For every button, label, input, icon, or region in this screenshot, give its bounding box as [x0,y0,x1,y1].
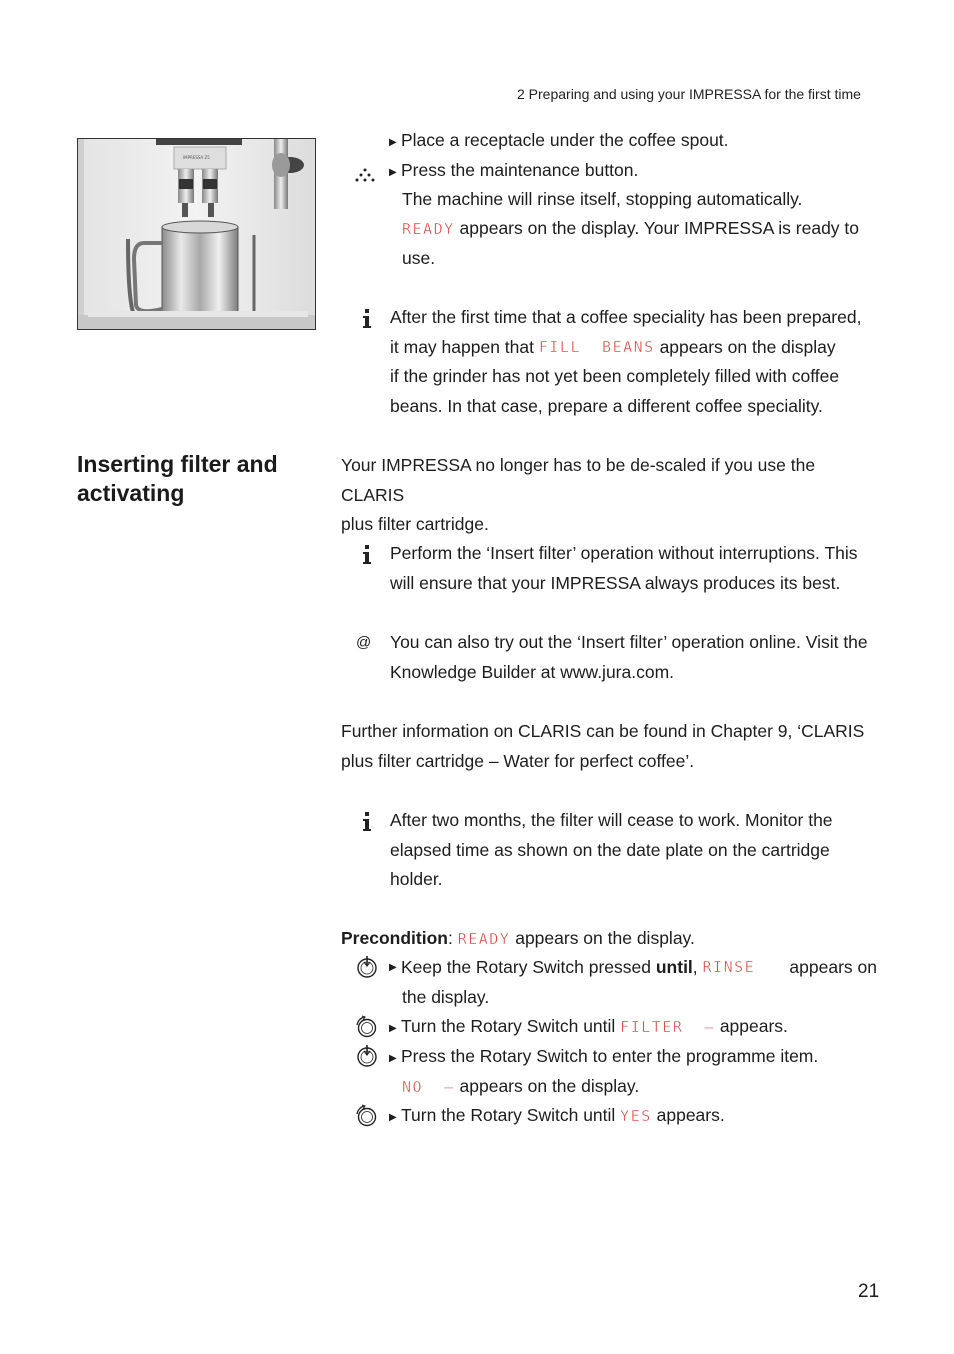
line: elapsed time as shown on the date plate on the cartridge [390,839,830,860]
block1-cont3: use. [402,248,436,268]
text: appears on the display. [510,928,695,948]
text: , [692,957,703,977]
page-number: 21 [858,1281,880,1302]
line: Further information on CLARIS can be found in Chapter 9, ‘CLARIS [341,721,865,741]
section-heading [77,450,278,508]
text: appears on the display [654,336,836,357]
lcd-fill-beans: FILL BEANS [538,337,655,356]
line: You can also try out the ‘Insert filter’ operation online. Visit the [390,632,868,652]
step-turn-filter [389,1012,788,1044]
heading-line: Inserting filter and [77,451,278,477]
text: Keep the Rotary Switch pressed [401,957,656,977]
line: plus filter cartridge. [341,514,489,535]
text: : [447,928,458,948]
maintenance-icon [354,163,376,193]
lcd-ready: READY [402,220,455,238]
block1-cont2 [402,214,859,245]
text: it may happen that [390,336,539,357]
step-press-maintenance [389,156,638,188]
info3-paragraph [390,806,877,895]
section-intro [341,451,877,540]
step-arrow-icon: ▶ [389,167,397,178]
line: Knowledge Builder at www.jura.com. [390,661,675,682]
info-icon [361,545,373,575]
info1-paragraph [390,303,877,422]
step-arrow-icon: ▶ [389,1112,397,1123]
precondition-label: Precondition [341,928,448,948]
heading-line: activating [77,480,185,506]
text: appears on [784,957,877,977]
line: Your IMPRESSA no longer has to be de-scaled if you use the CLARIS [341,455,816,505]
line: Perform the ‘Insert filter’ operation without interruptions. This [390,543,858,563]
line [390,333,877,363]
step3-cont [402,1072,639,1103]
running-header: 2 Preparing and using your IMPRESSA for the first time [517,86,861,102]
line: the display. [402,986,490,1007]
line: beans. In that case, prepare a different coffee speciality. [390,396,823,417]
lcd-rinse: RINSE [702,958,756,976]
step-turn-yes [389,1101,725,1133]
line: plus filter cartridge – Water for perfect coffee’. [341,750,695,771]
machine-illustration [77,138,316,330]
rotary-press-icon [355,955,379,989]
online-paragraph [390,628,877,687]
text: Turn the Rotary Switch until [401,1105,621,1125]
step-arrow-icon: ▶ [389,137,397,148]
line: if the grinder has not yet been completely filled with coffee [390,366,840,387]
step-press-enter [389,1042,818,1074]
block1-cont1: The machine will rinse itself, stopping automatically. [402,189,803,209]
lcd-filter: FILTER – [620,1018,715,1036]
rotary-turn-icon [354,1104,378,1138]
text: appears on the display. Your IMPRESSA is ready to [454,218,860,238]
text: appears. [651,1105,725,1125]
line: After two months, the filter will cease to work. Monitor the [390,810,833,830]
lcd-yes: YES [620,1107,652,1125]
lcd-no: NO – [402,1078,455,1096]
info2-paragraph [390,539,877,598]
line: holder. [390,869,443,890]
step-arrow-icon: ▶ [389,1053,397,1064]
info-icon [361,812,373,842]
info-icon [361,309,373,339]
step-arrow-icon: ▶ [389,1023,397,1034]
step-keep-pressed [389,953,877,1012]
until-text: until [655,957,693,977]
line: will ensure that your IMPRESSA always produces its best. [390,572,841,593]
step-text: Press the maintenance button. [401,160,639,180]
text: Press the Rotary Switch to enter the programme item. [401,1046,819,1066]
lcd-ready: READY [457,930,511,948]
line: After the first time that a coffee speciality has been prepared, [390,307,862,327]
precondition [341,924,695,955]
step-arrow-icon: ▶ [389,962,397,973]
at-icon: @ [356,634,372,651]
line [389,953,877,983]
rotary-press-icon [355,1044,379,1078]
text: Turn the Rotary Switch until [401,1016,621,1036]
text: appears on the display. [454,1076,640,1096]
further-paragraph [341,717,877,776]
step-place-receptacle [389,126,729,158]
text: appears. [714,1016,788,1036]
brand-label: IMPRESSA Z5 [183,155,210,160]
step-text: Place a receptacle under the coffee spout. [401,130,729,150]
